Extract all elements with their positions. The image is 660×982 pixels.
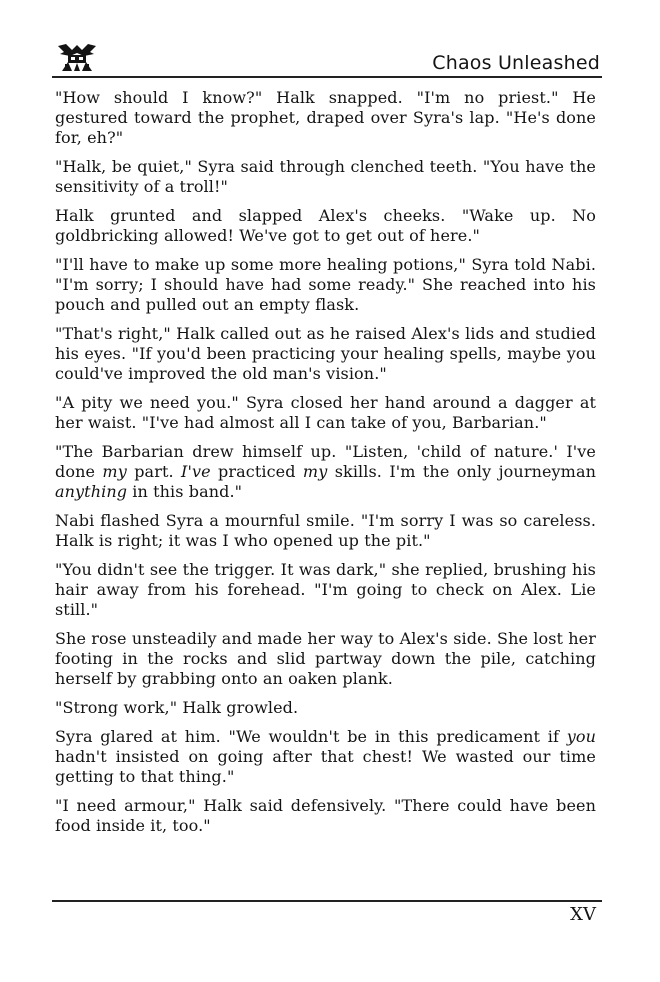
paragraph-text: She rose unsteadily and made her way to Alex's side. She lost her footing in the rocks and slid partway down the pile, catching herself by grabbing onto an oaken plank. (55, 629, 596, 688)
paragraph-text: hadn't insisted on going after that chest! We wasted our time getting to that thing." (55, 747, 596, 786)
emphasized-text: my (102, 462, 127, 481)
paragraph-text: in this band." (127, 482, 243, 501)
paragraph-text: "How should I know?" Halk snapped. "I'm no priest." He gestured toward the prophet, draped over Syra's lap. "He's done for, eh?" (55, 88, 596, 147)
paragraph-text: Syra glared at him. "We wouldn't be in this predicament if (55, 727, 567, 746)
emphasized-text: you (566, 727, 596, 746)
paragraph-text: skills. I'm the only journeyman (327, 462, 596, 481)
paragraph-text: "That's right," Halk called out as he raised Alex's lids and studied his eyes. "If you'd been practicing your healing spells, maybe you could've improved the old man's vision." (55, 324, 596, 383)
header-rule (52, 76, 602, 78)
paragraph (55, 393, 596, 433)
paragraph (55, 255, 596, 315)
paragraph-text: Nabi flashed Syra a mournful smile. "I'm sorry I was so careless. Halk is right; it was I who opened up the pit." (55, 511, 596, 550)
winged-emblem-icon (56, 42, 98, 72)
paragraph (55, 796, 596, 836)
emphasized-text: I've (181, 462, 211, 481)
paragraph (55, 560, 596, 620)
paragraph (55, 324, 596, 384)
paragraph-text: "Strong work," Halk growled. (55, 698, 299, 717)
footer-rule (52, 900, 602, 902)
emphasized-text: anything (55, 482, 128, 501)
paragraph-text: "A pity we need you." Syra closed her hand around a dagger at her waist. "I've had almost all I can take of you, Barbarian." (55, 393, 596, 432)
body-text (55, 88, 596, 845)
paragraph (55, 629, 596, 689)
paragraph (55, 727, 596, 787)
paragraph (55, 88, 596, 148)
paragraph (55, 206, 596, 246)
paragraph (55, 157, 596, 197)
paragraph-text: "I'll have to make up some more healing potions," Syra told Nabi. "I'm sorry; I should have had some ready." She reached into his pouch and pulled out an empty flask. (55, 255, 596, 314)
paragraph-text: "I need armour," Halk said defensively. "There could have been food inside it, too." (55, 796, 596, 835)
page-number: XV (570, 904, 596, 925)
paragraph-text: part. (126, 462, 182, 481)
paragraph-text: "You didn't see the trigger. It was dark," she replied, brushing his hair away from his forehead. "I'm going to check on Alex. Lie still." (55, 560, 596, 619)
paragraph (55, 698, 596, 718)
paragraph (55, 442, 596, 502)
paragraph (55, 511, 596, 551)
paragraph-text: "The Barbarian drew himself up. "Listen, 'child of nature.' I've done (55, 442, 596, 481)
emphasized-text: my (302, 462, 328, 481)
paragraph-text: practiced (210, 462, 303, 481)
paragraph-text: "Halk, be quiet," Syra said through clenched teeth. "You have the sensitivity of a troll!" (55, 157, 596, 196)
running-title: Chaos Unleashed (432, 52, 600, 74)
paragraph-text: Halk grunted and slapped Alex's cheeks. "Wake up. No goldbricking allowed! We've got to get out of here." (55, 206, 596, 245)
